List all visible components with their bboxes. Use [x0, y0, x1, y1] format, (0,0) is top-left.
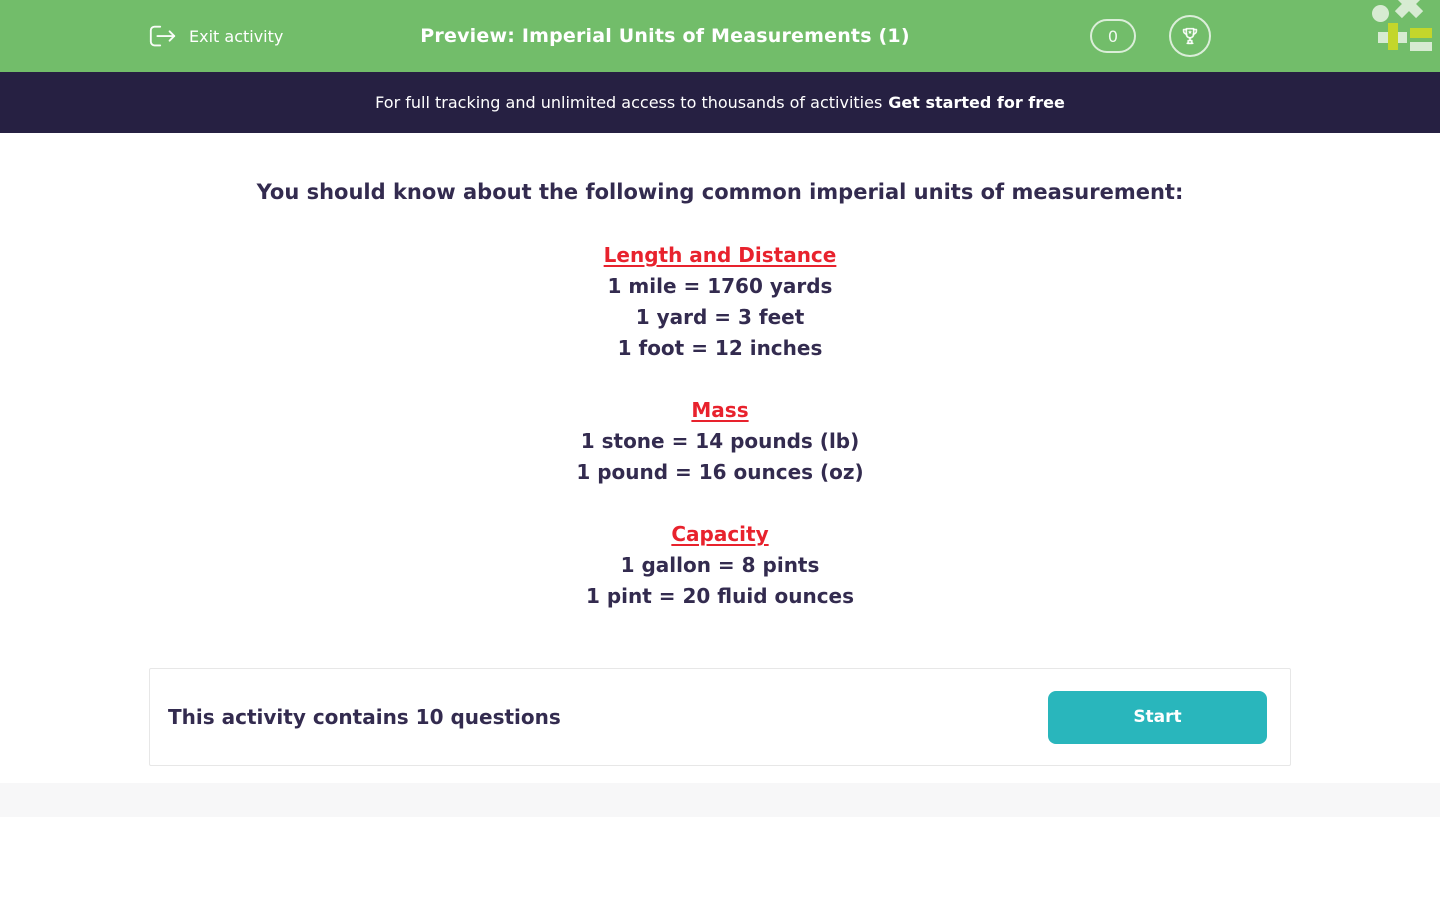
- fact-line: 1 stone = 14 pounds (lb): [580, 429, 860, 453]
- logo-equals-bottom-bar: [1410, 42, 1432, 51]
- start-button[interactable]: Start: [1048, 691, 1267, 744]
- promo-text: For full tracking and unlimited access to thousands of activities: [375, 93, 883, 112]
- start-activity-card: [149, 668, 1291, 766]
- section-heading: Capacity: [671, 522, 769, 546]
- question-count-text: This activity contains 10 questions: [168, 705, 561, 729]
- intro-text: You should know about the following common imperial units of measurement:: [256, 180, 1184, 204]
- trophy-icon: [1179, 25, 1201, 47]
- exit-activity-label: Exit activity: [189, 26, 284, 46]
- exit-door-arrow-icon: [148, 24, 178, 48]
- fact-line: 1 foot = 12 inches: [617, 336, 823, 360]
- logo-multiply-icon: [1388, 0, 1430, 25]
- brand-math-symbols-logo: [1358, 0, 1440, 56]
- fact-line: 1 pound = 16 ounces (oz): [576, 460, 864, 484]
- section-heading: Mass: [691, 398, 749, 422]
- get-started-link[interactable]: Get started for free: [888, 93, 1065, 112]
- logo-equals-icon: [1410, 28, 1432, 38]
- fact-line: 1 mile = 1760 yards: [607, 274, 833, 298]
- exit-activity-button[interactable]: [148, 0, 283, 72]
- score-counter[interactable]: [1090, 19, 1136, 53]
- section-length-distance: [0, 240, 1440, 364]
- logo-plus-vertical-bar: [1388, 23, 1398, 50]
- promo-banner: [0, 72, 1440, 133]
- section-mass: [0, 395, 1440, 488]
- achievements-button[interactable]: [1169, 15, 1211, 57]
- activity-preview-content: [0, 177, 1440, 766]
- app-header: [0, 0, 1440, 72]
- fact-line: 1 gallon = 8 pints: [620, 553, 820, 577]
- footer-strip: [0, 783, 1440, 817]
- fact-line: 1 yard = 3 feet: [635, 305, 805, 329]
- score-value: 0: [1107, 26, 1119, 46]
- fact-line: 1 pint = 20 fluid ounces: [585, 584, 855, 608]
- logo-circle-shape: [1372, 5, 1389, 22]
- section-capacity: [0, 519, 1440, 612]
- page-title: Preview: Imperial Units of Measurements (1): [420, 25, 910, 47]
- section-heading: Length and Distance: [603, 243, 837, 267]
